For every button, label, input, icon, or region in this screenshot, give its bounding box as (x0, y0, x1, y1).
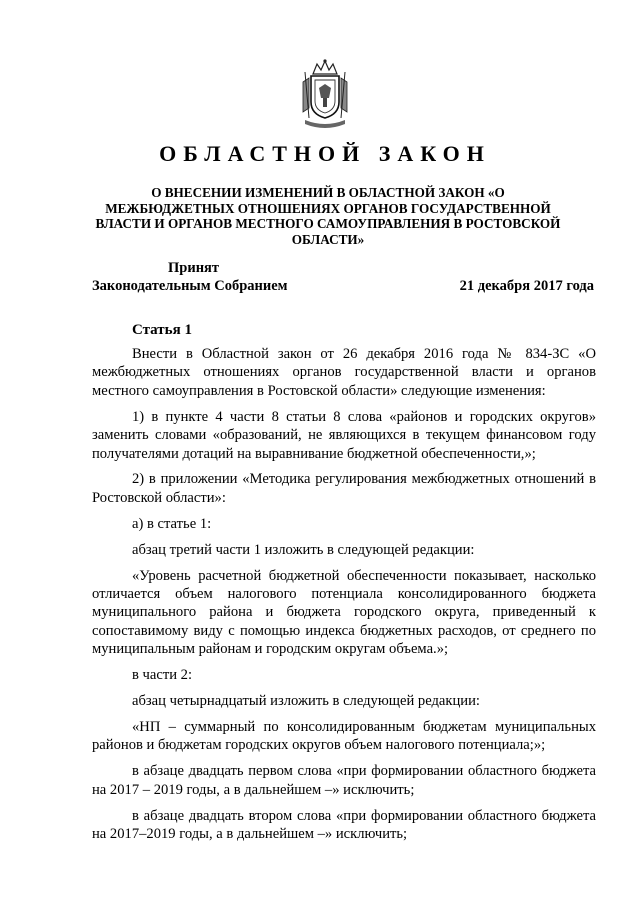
coat-of-arms-icon (299, 58, 351, 132)
article-heading: Статья 1 (132, 322, 192, 338)
paragraph: Внести в Областной закон от 26 декабря 2016 года № 834-ЗС «О межбюджетных отношениях органов государственной власти и органов местного самоуправления в Ростовской области» следующие изменения: (92, 346, 596, 399)
paragraph: а) в статье 1: (132, 515, 212, 532)
paragraph: 2) в приложении «Методика регулирования межбюджетных отношений в Ростовской области»: (92, 471, 596, 506)
paragraph: «Уровень расчетной бюджетной обеспеченности показывает, насколько отличается объем налогового потенциала консолидированного бюджета муниципального района и бюджета городского округа, приведенный к сопоставимому виду с помощью индекса бюджетных расходов, от среднего по муниципальным районам и городским округам объема.»; (92, 567, 596, 658)
adopted-by: Законодательным Собранием (92, 278, 288, 294)
paragraph: абзац четырнадцатый изложить в следующей редакции: (132, 693, 480, 709)
adoption-date: 21 декабря 2017 года (459, 278, 594, 294)
adopted-label: Принят (168, 260, 220, 276)
paragraph: абзац третий части 1 изложить в следующей редакции: (132, 541, 475, 558)
paragraph: «НП – суммарный по консолидированным бюджетам муниципальных районов и бюджетам городских округов объем налогового потенциала;»; (92, 718, 596, 754)
law-title: ОБЛАСТНОЙ ЗАКОН (159, 141, 491, 166)
law-subtitle: О ВНЕСЕНИИ ИЗМЕНЕНИЙ В ОБЛАСТНОЙ ЗАКОН «О МЕЖБЮДЖЕТНЫХ ОТНОШЕНИЯХ ОРГАНОВ ГОСУДАРСТВЕННОЙ ВЛАСТИ И ОРГАНОВ МЕСТНОГО САМОУПРАВЛЕНИЯ В РОСТОВСКОЙ ОБЛАСТИ» (95, 185, 561, 247)
paragraph: в части 2: (132, 667, 193, 684)
paragraph: 1) в пункте 4 части 8 статьи 8 слова «районов и городских округов» заменить словами «образований, не являющихся в текущем финансовом году получателями дотаций на выравнивание бюджетной обеспеченности,»; (92, 408, 596, 462)
article-body (92, 345, 596, 851)
paragraph: в абзаце двадцать первом слова «при формировании областного бюджета на 2017 – 2019 годы, а в дальнейшем –» исключить; (92, 763, 596, 798)
paragraph: в абзаце двадцать втором слова «при формировании областного бюджета на 2017–2019 годы, а в дальнейшем –» исключить; (92, 807, 596, 842)
